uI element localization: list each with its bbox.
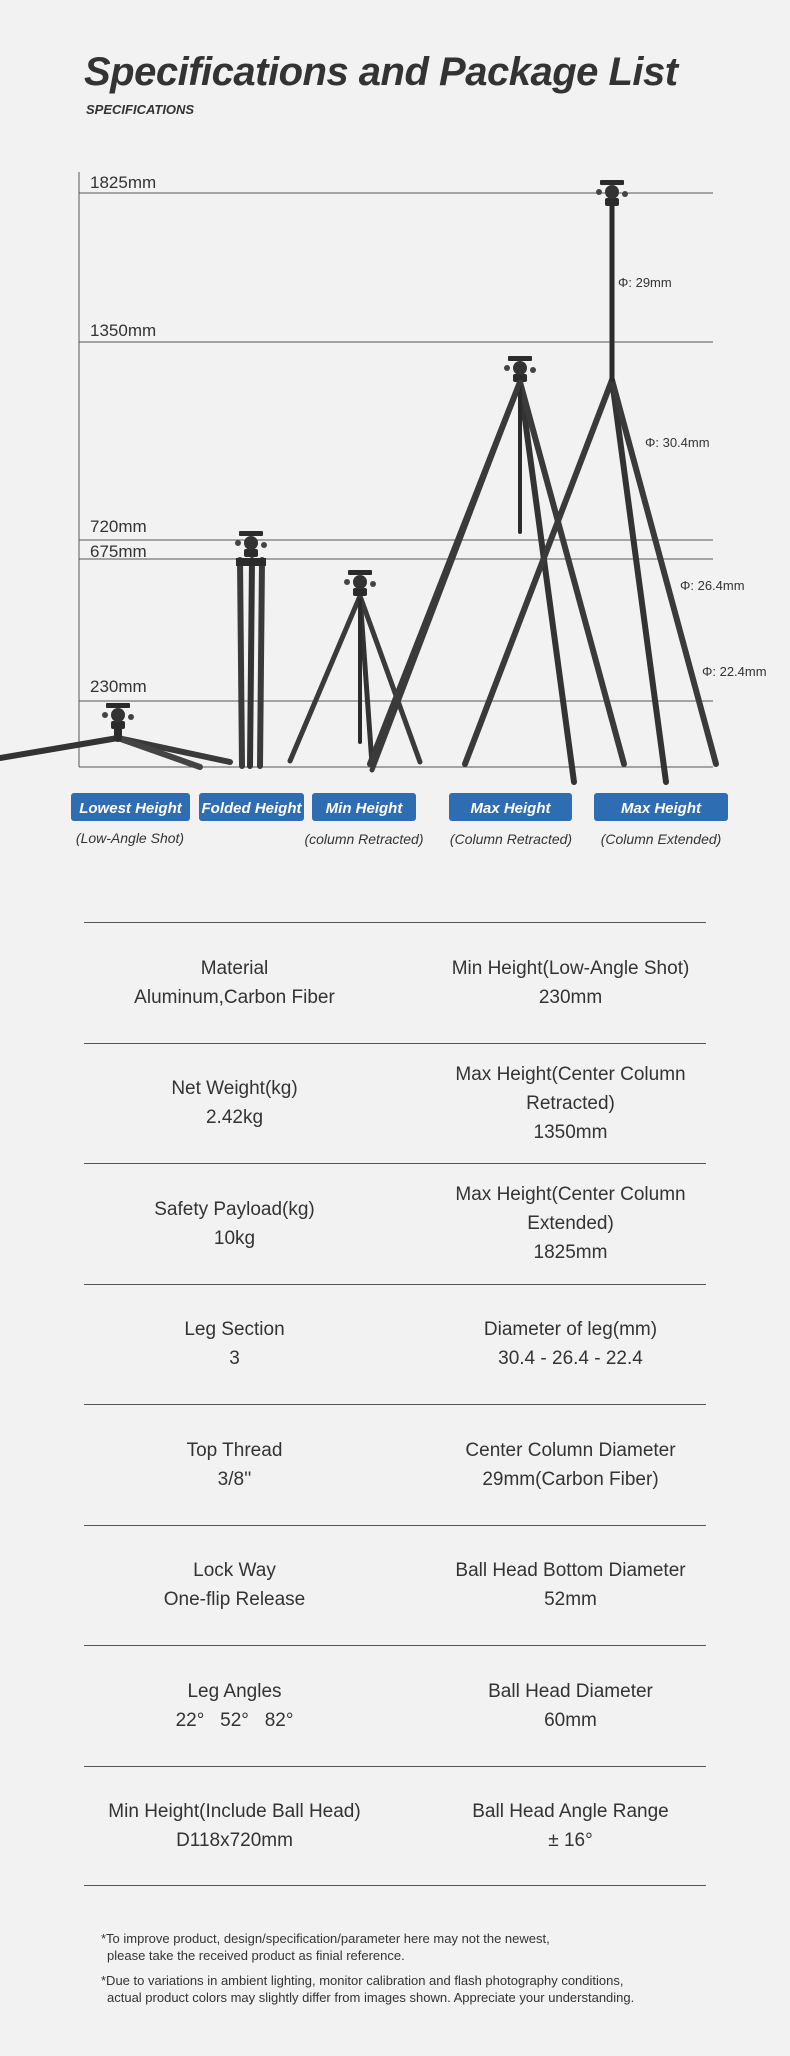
spec-value: One-flip Release [163,1589,306,1611]
section-subtitle: SPECIFICATIONS [86,102,195,117]
spec-cell [84,1315,395,1373]
spec-row [84,1404,706,1525]
footnote-line: please take the received product as finial reference. [107,1948,405,1963]
spec-cell [395,1436,706,1494]
spec-cell [84,954,395,1012]
spec-value: 2.42kg [205,1107,264,1129]
page-title: Specifications and Package List [84,50,678,94]
tripod-lowest [0,703,230,767]
mark-label-1350: 1350mm [90,321,157,340]
footnote [101,1930,741,1964]
spec-cell [84,1074,395,1132]
spec-label: Top Thread [186,1439,283,1461]
diameter-label-22-4: Φ: 22.4mm [702,664,767,679]
spec-value: 1350mm [533,1121,608,1143]
badge-min [312,793,416,821]
footnote-line: *Due to variations in ambient lighting, monitor calibration and flash photography conditions, [101,1973,624,1988]
spec-value: 60mm [544,1709,597,1731]
spec-value: 1825mm [533,1242,608,1264]
spec-value: ± 16° [548,1829,593,1851]
spec-label: Center Column Diameter [465,1439,676,1461]
spec-row [84,1163,706,1284]
badge-label-max-retracted: Max Height [470,800,551,817]
spec-label: Max Height(Center Column Extended) [455,1184,686,1235]
spec-table [84,922,706,1886]
footnote [101,1972,741,2006]
spec-label: Lock Way [193,1560,276,1582]
tripod-max-retracted [370,356,624,782]
spec-cell [84,1195,395,1253]
spec-cell [395,1677,706,1735]
spec-label: Leg Angles [187,1680,282,1702]
spec-value: 3/8'' [217,1468,252,1490]
spec-value: 22° 52° 82° [175,1709,294,1731]
diameter-label-26-4: Φ: 26.4mm [680,578,745,593]
badge-max-retracted [449,793,572,821]
badge-caption-lowest: (Low-Angle Shot) [75,830,185,846]
spec-cell [84,1797,395,1855]
badge-lowest [71,793,190,821]
spec-value: 30.4 - 26.4 - 22.4 [498,1348,643,1370]
footnote-line: actual product colors may slightly differ from images shown. Appreciate your understanding. [107,1990,635,2005]
footnote-line: *To improve product, design/specification/parameter here may not the newest, [101,1931,550,1946]
spec-cell [395,1315,706,1373]
spec-cell [395,954,706,1012]
diameter-label-30-4: Φ: 30.4mm [645,435,710,450]
mark-label-675: 675mm [90,542,147,561]
mark-label-1825: 1825mm [90,173,157,192]
spec-cell [395,1556,706,1614]
spec-row [84,1525,706,1646]
spec-label: Ball Head Angle Range [472,1800,669,1822]
spec-label: Min Height(Low-Angle Shot) [451,957,690,979]
tripod-extra-leg [372,382,520,770]
spec-label: Min Height(Include Ball Head) [108,1800,361,1822]
tripod-folded [235,531,267,766]
badge-label-folded: Folded Height [201,800,302,817]
badge-folded [199,793,304,821]
spec-label: Leg Section [184,1319,285,1341]
badge-caption-min: (column Retracted) [304,831,424,847]
badge-label-min: Min Height [325,800,403,817]
spec-row [84,1766,706,1887]
spec-label: Net Weight(kg) [171,1078,298,1100]
badge-caption-max-retracted: (Column Retracted) [449,831,573,847]
spec-row [84,1645,706,1766]
spec-cell [84,1677,395,1735]
spec-value: 3 [229,1348,240,1370]
tripod-min [290,570,420,764]
spec-cell [395,1060,706,1147]
badge-max-extended [594,793,728,821]
mark-label-230: 230mm [90,677,147,696]
spec-label: Ball Head Diameter [488,1680,653,1702]
spec-value: 10kg [213,1227,256,1249]
spec-value: 52mm [544,1589,597,1611]
badge-caption-max-extended: (Column Extended) [600,831,722,847]
spec-label: Safety Payload(kg) [154,1198,315,1220]
spec-row [84,1284,706,1405]
tripod-max-extended [465,180,716,782]
badge-label-lowest: Lowest Height [79,800,182,817]
height-axis [79,172,713,767]
spec-value: D118x720mm [176,1829,293,1851]
badge-label-max-extended: Max Height [620,800,702,817]
spec-label: Diameter of leg(mm) [483,1319,658,1341]
spec-label: Material [200,957,269,979]
spec-cell [84,1436,395,1494]
footnotes [101,1930,741,2014]
spec-cell [395,1180,706,1267]
spec-value: 29mm(Carbon Fiber) [482,1468,659,1490]
spec-value: 230mm [538,986,603,1008]
spec-row [84,1043,706,1164]
spec-value: Aluminum,Carbon Fiber [134,986,335,1008]
mark-label-720: 720mm [90,517,147,536]
spec-label: Ball Head Bottom Diameter [455,1560,686,1582]
height-diagram [0,160,790,860]
spec-cell [395,1797,706,1855]
diameter-label-29: Φ: 29mm [618,275,672,290]
spec-label: Max Height(Center Column Retracted) [455,1063,686,1114]
spec-row [84,922,706,1043]
spec-cell [84,1556,395,1614]
